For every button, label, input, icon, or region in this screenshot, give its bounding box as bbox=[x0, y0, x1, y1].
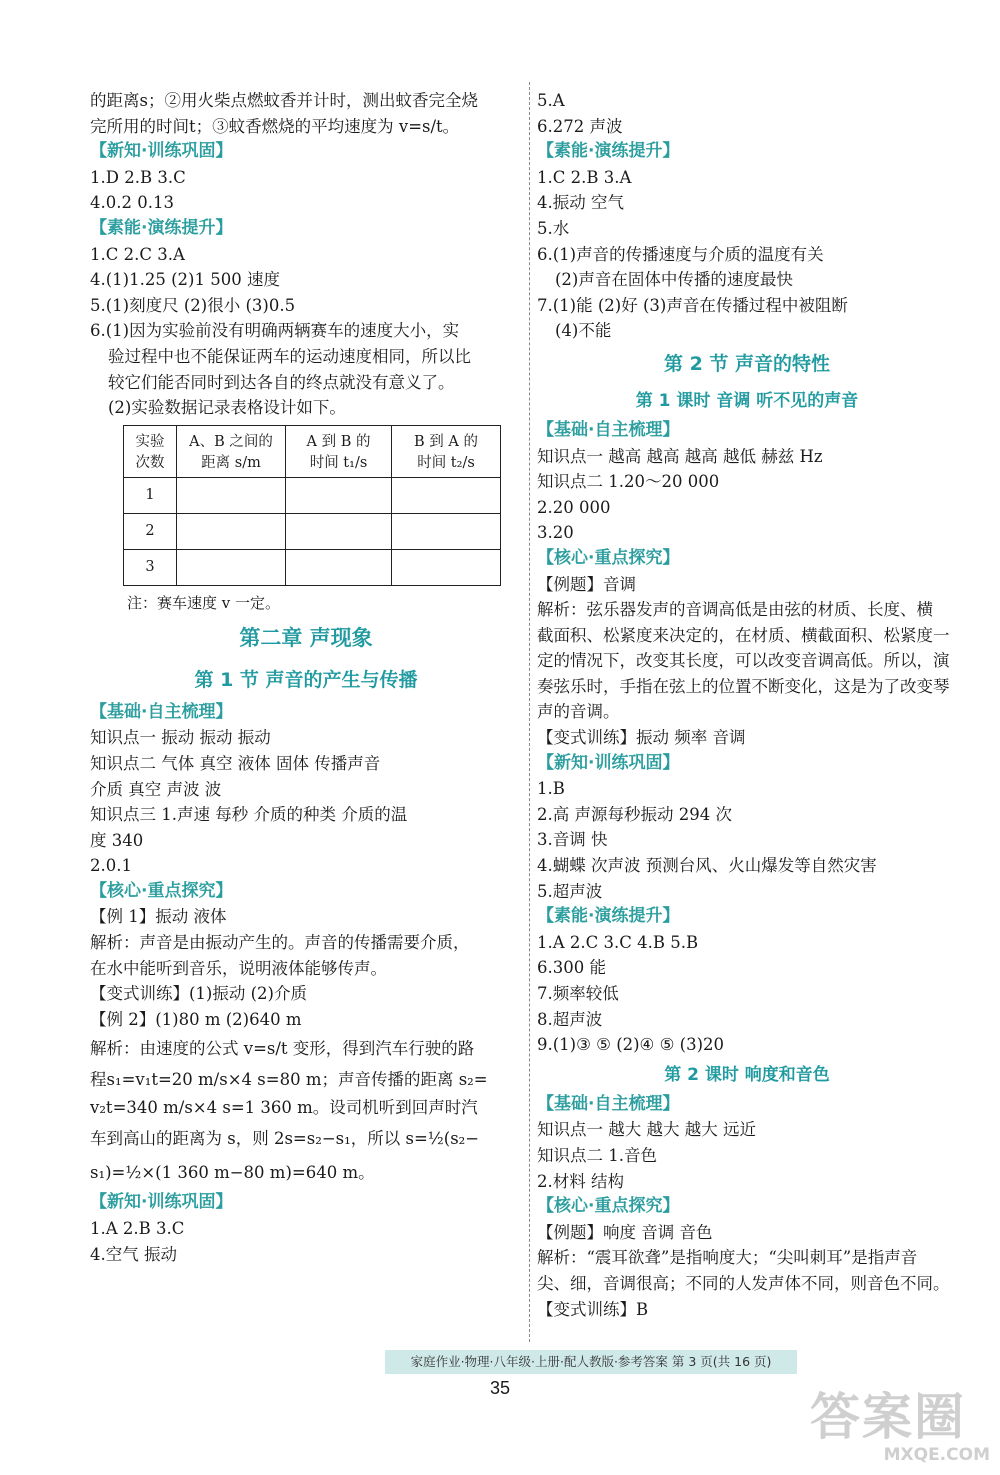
text-line: 解析：声音是由振动产生的。声音的传播需要介质， bbox=[90, 933, 470, 953]
section-heading: 【核心·重点探究】 bbox=[537, 1196, 680, 1217]
text-line: 车到高山的距离为 s，则 2s=s₂−s₁，所以 s=½(s₂− bbox=[90, 1129, 480, 1149]
answer-line: 4.(1)1.25 (2)1 500 速度 bbox=[90, 270, 280, 290]
answer-line: 1.D 2.B 3.C bbox=[90, 167, 186, 187]
answer-line: 4.空气 振动 bbox=[90, 1244, 177, 1264]
text-line: 尖、细，音调很高；不同的人发声体不同，则音色不同。 bbox=[537, 1273, 950, 1293]
answer-line: 3.音调 快 bbox=[537, 830, 608, 850]
answer-line: 5.(1)刻度尺 (2)很小 (3)0.5 bbox=[90, 295, 296, 315]
answer-line: 知识点二 气体 真空 液体 固体 传播声音 bbox=[90, 753, 381, 773]
watermark-logo bbox=[810, 1388, 990, 1468]
answer-line: 2.材料 结构 bbox=[537, 1171, 624, 1191]
text-line: 程s₁=v₁t=20 m/s×4 s=80 m；声音传播的距离 s₂= bbox=[90, 1070, 488, 1090]
answer-line: 9.(1)③ ⑤ (2)④ ⑤ (3)20 bbox=[537, 1035, 725, 1055]
data-table bbox=[123, 425, 501, 586]
answer-line: (4)不能 bbox=[555, 321, 612, 341]
answer-line: 7.(1)能 (2)好 (3)声音在传播过程中被阻断 bbox=[537, 295, 848, 315]
text-line: s₁)=½×(1 360 m−80 m)=640 m。 bbox=[90, 1163, 375, 1183]
answer-line: 1.C 2.C 3.A bbox=[90, 244, 185, 264]
section-heading: 【素能·演练提升】 bbox=[537, 906, 680, 927]
table-header: A 到 B 的 时间 t₁/s bbox=[286, 425, 392, 477]
answer-line: 知识点二 1.音色 bbox=[537, 1145, 657, 1165]
chapter-title: 第二章 声现象 bbox=[239, 625, 373, 650]
table-header: B 到 A 的 时间 t₂/s bbox=[392, 425, 501, 477]
section-heading: 【新知·训练巩固】 bbox=[537, 752, 680, 773]
answer-line: 度 340 bbox=[90, 830, 144, 850]
answer-line: 【例题】响度 音调 音色 bbox=[537, 1222, 713, 1242]
left-column bbox=[90, 88, 522, 1267]
page-number: 35 bbox=[489, 1378, 511, 1398]
answer-line: (2)声音在固体中传播的速度最快 bbox=[555, 270, 793, 290]
answer-line: 【变式训练】(1)振动 (2)介质 bbox=[90, 984, 307, 1004]
section-heading: 【基础·自主梳理】 bbox=[537, 1093, 680, 1114]
watermark-text: 答案圈 bbox=[810, 1388, 966, 1446]
section-heading: 【新知·训练巩固】 bbox=[90, 141, 233, 162]
text-line: 解析：弦乐器发声的音调高低是由弦的材质、长度、横 bbox=[537, 600, 933, 620]
answer-line: 1.B bbox=[537, 779, 565, 799]
answer-line: 8.超声波 bbox=[537, 1009, 603, 1029]
answer-line: 3.20 bbox=[537, 523, 574, 543]
text-line: 在水中能听到音乐，说明液体能够传声。 bbox=[90, 958, 387, 978]
answer-line: 2.0.1 bbox=[90, 856, 132, 876]
table-note: 注：赛车速度 v 一定。 bbox=[127, 593, 281, 612]
watermark-url: MXQE.COM bbox=[883, 1445, 990, 1465]
lesson-title: 第 1 课时 音调 听不见的声音 bbox=[635, 390, 859, 411]
section-heading: 【新知·训练巩固】 bbox=[90, 1192, 233, 1213]
answer-line: 6.300 能 bbox=[537, 958, 606, 978]
text-line: 声的音调。 bbox=[537, 702, 620, 722]
table-row: 3 bbox=[124, 549, 501, 585]
answer-line: 较它们能否同时到达各自的终点就没有意义了。 bbox=[108, 372, 455, 392]
text-line: 定的情况下，改变其长度，可以改变音调高低。所以，演 bbox=[537, 651, 950, 671]
section-heading: 【核心·重点探究】 bbox=[90, 880, 233, 901]
answer-line: 【例 2】(1)80 m (2)640 m bbox=[90, 1009, 302, 1029]
answer-line: 6.272 声波 bbox=[537, 116, 623, 136]
answer-line: 5.A bbox=[537, 91, 565, 110]
answer-line: 知识点一 越高 越高 越高 越低 赫兹 Hz bbox=[537, 446, 823, 466]
answer-line: 知识点一 振动 振动 振动 bbox=[90, 728, 271, 748]
answer-line: 【例 1】振动 液体 bbox=[90, 907, 227, 927]
answer-line: 验过程中也不能保证两车的运动速度相同，所以比 bbox=[108, 346, 471, 366]
section-heading: 【素能·演练提升】 bbox=[90, 217, 233, 238]
answer-line: 介质 真空 声波 波 bbox=[90, 779, 222, 799]
answer-line: 5.水 bbox=[537, 218, 570, 238]
text-line: 解析：“震耳欲聋”是指响度大；“尖叫刺耳”是指声音 bbox=[537, 1248, 918, 1268]
section-heading: 【素能·演练提升】 bbox=[537, 141, 680, 162]
footer-banner: 家庭作业·物理·八年级·上册·配人教版·参考答案 第 3 页(共 16 页) bbox=[385, 1350, 797, 1374]
section-heading: 【基础·自主梳理】 bbox=[90, 701, 233, 722]
answer-line: 1.C 2.B 3.A bbox=[537, 167, 632, 187]
section-title: 第 1 节 声音的产生与传播 bbox=[194, 668, 418, 691]
answer-line: 1.A 2.B 3.C bbox=[90, 1219, 185, 1239]
column-divider bbox=[529, 82, 530, 1342]
answer-line: 4.0.2 0.13 bbox=[90, 193, 174, 213]
answer-line: 知识点一 越大 越大 越大 远近 bbox=[537, 1120, 756, 1140]
answer-line: 6.(1)声音的传播速度与介质的温度有关 bbox=[537, 244, 824, 264]
answer-line: 1.A 2.C 3.C 4.B 5.B bbox=[537, 932, 699, 952]
table-header: A、B 之间的 距离 s/m bbox=[177, 425, 286, 477]
text-line: 解析：由速度的公式 v=s/t 变形，得到汽车行驶的路 bbox=[90, 1039, 475, 1059]
text-line: 完所用的时间t；③蚊香燃烧的平均速度为 v=s/t。 bbox=[90, 116, 460, 136]
answer-line: 6.(1)因为实验前没有明确两辆赛车的速度大小，实 bbox=[90, 321, 460, 341]
answer-line: 4.蝴蝶 次声波 预测台风、火山爆发等自然灾害 bbox=[537, 856, 877, 876]
section-title: 第 2 节 声音的特性 bbox=[663, 352, 831, 375]
right-column bbox=[537, 88, 957, 1322]
answer-line: 【例题】音调 bbox=[537, 574, 636, 594]
answer-line: 2.20 000 bbox=[537, 497, 611, 517]
answer-line: 2.高 声源每秒振动 294 次 bbox=[537, 804, 732, 824]
answer-line: 【变式训练】B bbox=[537, 1299, 649, 1319]
answer-line: 【变式训练】振动 频率 音调 bbox=[537, 728, 746, 748]
answer-line: 知识点三 1.声速 每秒 介质的种类 介质的温 bbox=[90, 805, 408, 825]
lesson-title: 第 2 课时 响度和音色 bbox=[664, 1064, 830, 1085]
answer-line: 7.频率较低 bbox=[537, 984, 619, 1003]
answer-line: 知识点二 1.20～20 000 bbox=[537, 472, 720, 492]
answer-line: 5.超声波 bbox=[537, 881, 603, 901]
text-line: 奏弦乐时，手指在弦上的位置不断变化，这是为了改变琴 bbox=[537, 676, 950, 696]
text-line: 截面积、松紧度来决定的，在材质、横截面积、松紧度一 bbox=[537, 625, 950, 645]
section-heading: 【基础·自主梳理】 bbox=[537, 419, 680, 440]
text-line: v₂t=340 m/s×4 s=1 360 m。设司机听到回声时汽 bbox=[90, 1098, 478, 1118]
answer-line: (2)实验数据记录表格设计如下。 bbox=[108, 398, 346, 418]
section-heading: 【核心·重点探究】 bbox=[537, 547, 680, 568]
table-header: 实验 次数 bbox=[124, 425, 177, 477]
table-row: 1 bbox=[124, 477, 501, 513]
answer-line: 4.振动 空气 bbox=[537, 193, 624, 213]
text-line: 的距离s；②用火柴点燃蚊香并计时，测出蚊香完全烧 bbox=[90, 91, 478, 110]
table-row: 2 bbox=[124, 513, 501, 549]
